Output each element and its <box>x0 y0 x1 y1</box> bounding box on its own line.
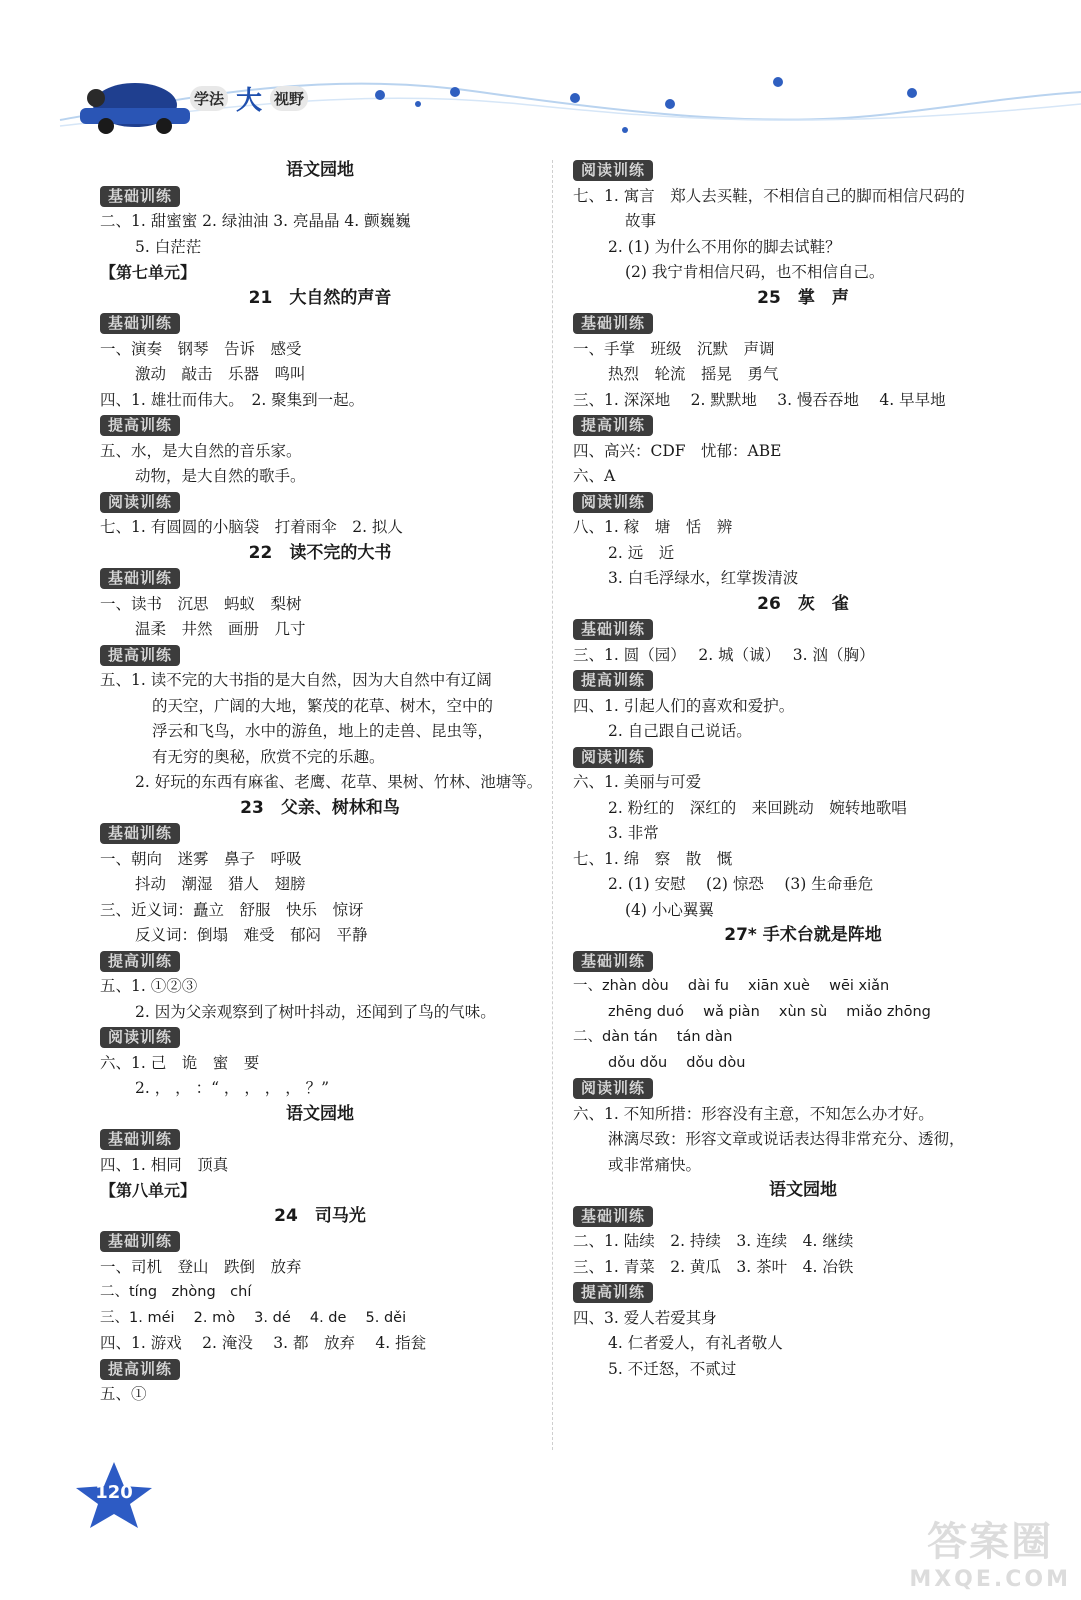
answer-line: 或非常痛快。 <box>608 1155 702 1174</box>
answer-line: 四、1. 相同 顶真 <box>100 1155 229 1174</box>
logo-part-1: 学法 <box>190 86 228 111</box>
section-tag: 提高训练 <box>573 1282 653 1303</box>
answer-line: 六、A <box>573 467 616 485</box>
answer-line: 二、dàn tán tán dàn <box>573 1029 733 1045</box>
lesson-title: 27* 手术台就是阵地 <box>724 925 882 945</box>
section-tag: 基础训练 <box>573 619 653 640</box>
series-logo <box>190 80 308 116</box>
answer-line: 动物，是大自然的歌手。 <box>135 467 306 485</box>
section-tag-row <box>573 490 1033 516</box>
answer-line: 三、1. 深深地 2. 默默地 3. 慢吞吞地 4. 早早地 <box>573 390 946 409</box>
section-tag: 阅读训练 <box>100 492 180 513</box>
section-tag: 提高训练 <box>573 415 653 436</box>
star-icon <box>622 127 628 133</box>
section-tag-row <box>100 821 540 847</box>
section-tag-row <box>573 1280 1033 1306</box>
answer-line: 5. 白茫茫 <box>135 237 202 256</box>
answer-line: zhēng duó wǎ piàn xùn sù miǎo zhōng <box>608 1003 931 1020</box>
answer-line: 2. 因为父亲观察到了树叶抖动，还闻到了鸟的气味。 <box>135 1002 496 1021</box>
section-tag-row <box>100 1025 540 1051</box>
page-number-badge <box>74 1460 154 1530</box>
answer-line: 3. 白毛浮绿水，红掌拨清波 <box>608 569 799 587</box>
lesson-title: 22 读不完的大书 <box>248 542 392 563</box>
section-tag: 基础训练 <box>100 568 180 589</box>
section-tag: 基础训练 <box>573 313 653 334</box>
star-icon <box>907 88 917 98</box>
logo-part-2: 大 <box>236 85 263 116</box>
section-tag: 阅读训练 <box>573 160 653 181</box>
section-tag: 提高训练 <box>100 951 180 972</box>
answer-line: 七、1. 绵 察 散 慨 <box>573 849 733 868</box>
answer-line: 八、1. 稼 塘 恬 辨 <box>573 518 733 536</box>
answer-line: 四、1. 游戏 2. 淹没 3. 都 放弃 4. 指瓮 <box>100 1334 427 1352</box>
answer-line: dǒu dǒu dǒu dòu <box>608 1054 746 1071</box>
unit-heading: 【第八单元】 <box>100 1181 197 1200</box>
answer-line: 一、司机 登山 跌倒 放弃 <box>100 1257 302 1276</box>
answer-line: 抖动 潮湿 猎人 翅膀 <box>135 875 306 893</box>
lesson-title: 语文园地 <box>286 160 354 180</box>
lesson-title: 21 大自然的声音 <box>248 287 392 308</box>
section-tag-row <box>100 566 540 592</box>
star-icon <box>375 90 385 100</box>
column-divider <box>552 160 553 1450</box>
section-tag: 阅读训练 <box>573 1078 653 1099</box>
answer-line: 四、高兴：CDF 忧郁：ABE <box>573 441 782 460</box>
answer-line: 3. 非常 <box>608 824 659 842</box>
lesson-title: 语文园地 <box>769 1180 837 1200</box>
logo-part-3: 视野 <box>270 86 308 111</box>
answer-line: 七、1. 寓言 郑人去买鞋，不相信自己的脚而相信尺码的 <box>573 186 965 205</box>
watermark-url: MXQE.COM <box>909 1567 1071 1592</box>
watermark-title: 答案圈 <box>927 1519 1054 1565</box>
section-tag: 提高训练 <box>573 670 653 691</box>
header-decoration <box>0 0 1081 150</box>
answer-line: 一、朝向 迷雾 鼻子 呼吸 <box>100 849 302 868</box>
section-tag-row <box>573 311 1033 337</box>
section-tag-row <box>100 643 540 669</box>
section-tag-row <box>100 1229 540 1255</box>
answer-line: 四、1. 雄壮而伟大。 2. 聚集到一起。 <box>100 390 365 409</box>
section-tag-row <box>573 1076 1033 1102</box>
section-tag-row <box>573 413 1033 439</box>
section-tag-row <box>100 1357 540 1383</box>
answer-line: 热烈 轮流 摇晃 勇气 <box>608 365 779 383</box>
answer-line: 四、3. 爱人若爱其身 <box>573 1308 717 1327</box>
answer-line: 2. 好玩的东西有麻雀、老鹰、花草、果树、竹林、池塘等。 <box>135 773 543 791</box>
section-tag: 阅读训练 <box>573 492 653 513</box>
star-icon <box>450 87 460 97</box>
answer-line: 二、tíng zhòng chí <box>100 1284 252 1300</box>
lesson-title: 25 掌 声 <box>757 287 849 308</box>
lesson-title: 23 父亲、树林和鸟 <box>240 797 400 818</box>
lesson-title: 24 司马光 <box>274 1205 366 1226</box>
section-tag-row <box>100 184 540 210</box>
section-tag-row <box>100 1127 540 1153</box>
page-number: 120 <box>95 1482 133 1503</box>
answer-line: 一、zhàn dòu dài fu xiān xuè wēi xiǎn <box>573 978 890 994</box>
star-icon <box>773 77 783 87</box>
answer-line: 一、读书 沉思 蚂蚁 梨树 <box>100 594 302 613</box>
lesson-title: 26 灰 雀 <box>757 593 849 614</box>
section-tag: 基础训练 <box>100 313 180 334</box>
answer-line: 三、1. 圆（园） 2. 城（诚） 3. 汹（胸） <box>573 645 875 664</box>
answer-line: 故事 <box>625 212 657 230</box>
answer-line: 七、1. 有圆圆的小脑袋 打着雨伞 2. 拟人 <box>100 518 403 536</box>
section-tag-row <box>573 1204 1033 1230</box>
section-tag-row <box>100 311 540 337</box>
watermark <box>909 1510 1071 1592</box>
answer-line: 有无穷的奥秘，欣赏不完的乐趣。 <box>152 747 385 766</box>
answer-line: 二、1. 陆续 2. 持续 3. 连续 4. 继续 <box>573 1232 854 1250</box>
star-icon <box>665 99 675 109</box>
answer-line: 一、手掌 班级 沉默 声调 <box>573 339 775 358</box>
section-tag-row <box>573 949 1033 975</box>
lesson-title: 语文园地 <box>286 1103 354 1124</box>
answer-line: (4) 小心翼翼 <box>625 900 714 919</box>
answer-line: 六、1. 美丽与可爱 <box>573 773 702 791</box>
answer-line: 五、① <box>100 1385 147 1403</box>
section-tag: 提高训练 <box>100 645 180 666</box>
section-tag: 基础训练 <box>100 186 180 207</box>
answer-line: 三、1. 青菜 2. 黄瓜 3. 茶叶 4. 冶铁 <box>573 1257 854 1276</box>
section-tag: 基础训练 <box>100 1231 180 1252</box>
section-tag-row <box>573 745 1033 771</box>
answer-line: 2. 粉红的 深红的 来回跳动 婉转地歌唱 <box>608 798 907 817</box>
section-tag: 基础训练 <box>573 951 653 972</box>
answer-line: 反义词：倒塌 难受 郁闷 平静 <box>135 926 368 944</box>
section-tag-row <box>100 413 540 439</box>
answer-line: 三、近义词：矗立 舒服 快乐 惊讶 <box>100 900 364 919</box>
logo-car-icon <box>80 83 190 134</box>
answer-line: 的天空，广阔的大地，繁茂的花草、树木，空中的 <box>152 696 494 715</box>
answer-line: 六、1. 己 诡 蜜 要 <box>100 1053 260 1072</box>
section-tag-row <box>573 617 1033 643</box>
section-tag-row <box>100 490 540 516</box>
answer-line: 三、1. méi 2. mò 3. dé 4. de 5. děi <box>100 1309 407 1326</box>
answer-line: 一、演奏 钢琴 告诉 感受 <box>100 339 302 358</box>
star-icon <box>415 101 421 107</box>
answer-line: 2. (1) 为什么不用你的脚去试鞋？ <box>608 237 841 256</box>
section-tag-row <box>573 158 1033 184</box>
answer-line: 二、1. 甜蜜蜜 2. 绿油油 3. 亮晶晶 4. 颤巍巍 <box>100 212 411 230</box>
section-tag-row <box>100 949 540 975</box>
star-icon <box>570 93 580 103</box>
section-tag: 提高训练 <box>100 1359 180 1380</box>
answer-line: 五、水，是大自然的音乐家。 <box>100 441 302 460</box>
answer-line: (2) 我宁肯相信尺码，也不相信自己。 <box>625 263 885 281</box>
answer-line: 六、1. 不知所措：形容没有主意，不知怎么办才好。 <box>573 1104 934 1123</box>
page-header <box>0 0 1081 150</box>
section-tag: 阅读训练 <box>100 1027 180 1048</box>
section-tag: 基础训练 <box>573 1206 653 1227</box>
answer-line: 四、1. 引起人们的喜欢和爱护。 <box>573 696 795 715</box>
section-tag: 阅读训练 <box>573 747 653 768</box>
answer-line: 激动 敲击 乐器 鸣叫 <box>135 365 306 383</box>
answer-line: 5. 不迁怒，不贰过 <box>608 1359 737 1378</box>
answer-line: 2. (1) 安慰 (2) 惊恐 (3) 生命垂危 <box>608 875 874 893</box>
section-tag: 基础训练 <box>100 1129 180 1150</box>
answer-line: 温柔 井然 画册 几寸 <box>135 620 306 638</box>
right-column <box>573 158 1033 1382</box>
section-tag: 提高训练 <box>100 415 180 436</box>
left-column <box>100 158 543 1408</box>
answer-line: 五、1. 读不完的大书指的是大自然，因为大自然中有辽阔 <box>100 671 492 689</box>
section-tag-row <box>573 668 1033 694</box>
answer-line: 淋漓尽致：形容文章或说话表达得非常充分、透彻， <box>608 1130 965 1148</box>
unit-heading: 【第七单元】 <box>100 263 197 282</box>
answer-line: 浮云和飞鸟，水中的游鱼，地上的走兽、昆虫等， <box>152 722 494 740</box>
answer-line: 4. 仁者爱人，有礼者敬人 <box>608 1334 783 1352</box>
answer-line: 2. 自己跟自己说话。 <box>608 722 752 740</box>
section-tag: 基础训练 <box>100 823 180 844</box>
answer-line: 2. 远 近 <box>608 543 675 562</box>
answer-line: 2. ， ， ：“ ， ， ， ， ？” <box>135 1079 330 1097</box>
answer-line: 五、1. ①②③ <box>100 977 198 995</box>
